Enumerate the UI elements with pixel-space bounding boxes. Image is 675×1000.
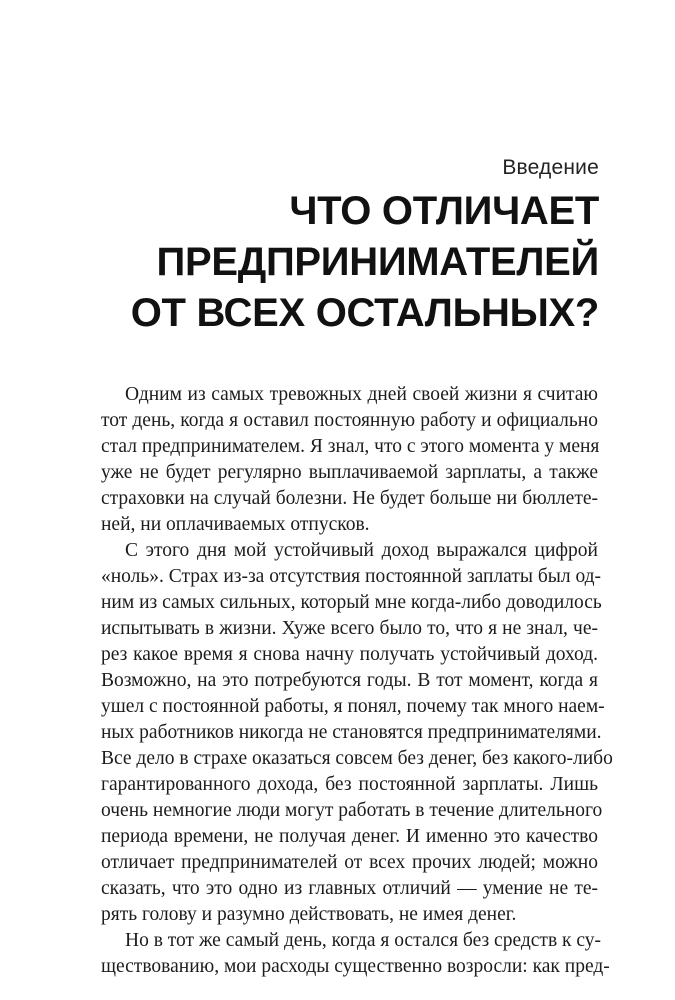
text-line: гарантированного дохода, без постоянной зарплаты. Лишь xyxy=(101,774,598,795)
text-line: сказать, что это одно из главных отличий — умение не те- xyxy=(101,878,598,899)
text-line: стал предпринимателем. Я знал, что с этого момента у меня xyxy=(101,436,600,457)
text-line: тот день, когда я оставил постоянную работу и официально xyxy=(101,410,598,431)
text-line: ных работников никогда не становятся предпринимателями. xyxy=(101,722,602,743)
text-line: страховки на случай болезни. Не будет больше ни бюллете- xyxy=(101,488,598,509)
chapter-title xyxy=(39,186,599,339)
text-line: «ноль». Страх из-за отсутствия постоянной заплаты был од- xyxy=(101,566,602,587)
text-line: Все дело в страхе оказаться совсем без денег, без какого-либо xyxy=(101,748,613,769)
text-line: Возможно, на это потребуются годы. В тот момент, когда я xyxy=(101,670,598,691)
text-line: ним из самых сильных, который мне когда-либо доводилось xyxy=(101,592,602,613)
chapter-title-line: ЧТО ОТЛИЧАЕТ xyxy=(289,189,599,233)
text-line: отличает предпринимателей от всех прочих людей; можно xyxy=(101,852,598,873)
text-line: периода времени, не получая денег. И именно это качество xyxy=(101,826,598,847)
chapter-title-line: ОТ ВСЕХ ОСТАЛЬНЫХ? xyxy=(130,291,599,335)
chapter-title-line: ПРЕДПРИНИМАТЕЛЕЙ xyxy=(156,240,599,284)
text-line: очень немногие люди могут работать в течение длительного xyxy=(101,800,603,821)
text-line: ществованию, мои расходы существенно возросли: как пред- xyxy=(101,956,610,977)
text-line: испытывать в жизни. Хуже всего было то, что я не знал, че- xyxy=(101,618,598,639)
text-line: рять голову и разумно действовать, не имея денег. xyxy=(101,904,517,925)
body-text xyxy=(101,382,613,980)
text-line: Одним из самых тревожных дней своей жизни я считаю xyxy=(125,384,598,405)
text-line: Но в тот же самый день, когда я остался без средств к су- xyxy=(125,930,602,951)
text-line: уже не будет регулярно выплачиваемой зарплаты, а также xyxy=(101,462,598,483)
chapter-label: Введение xyxy=(502,156,599,179)
text-line: рез какое время я снова начну получать устойчивый доход. xyxy=(101,644,598,665)
text-line: ушел с постоянной работы, я понял, почему так много наем- xyxy=(101,696,605,717)
text-line: С этого дня мой устойчивый доход выражался цифрой xyxy=(125,540,598,561)
text-line: ней, ни оплачиваемых отпусков. xyxy=(101,514,370,535)
